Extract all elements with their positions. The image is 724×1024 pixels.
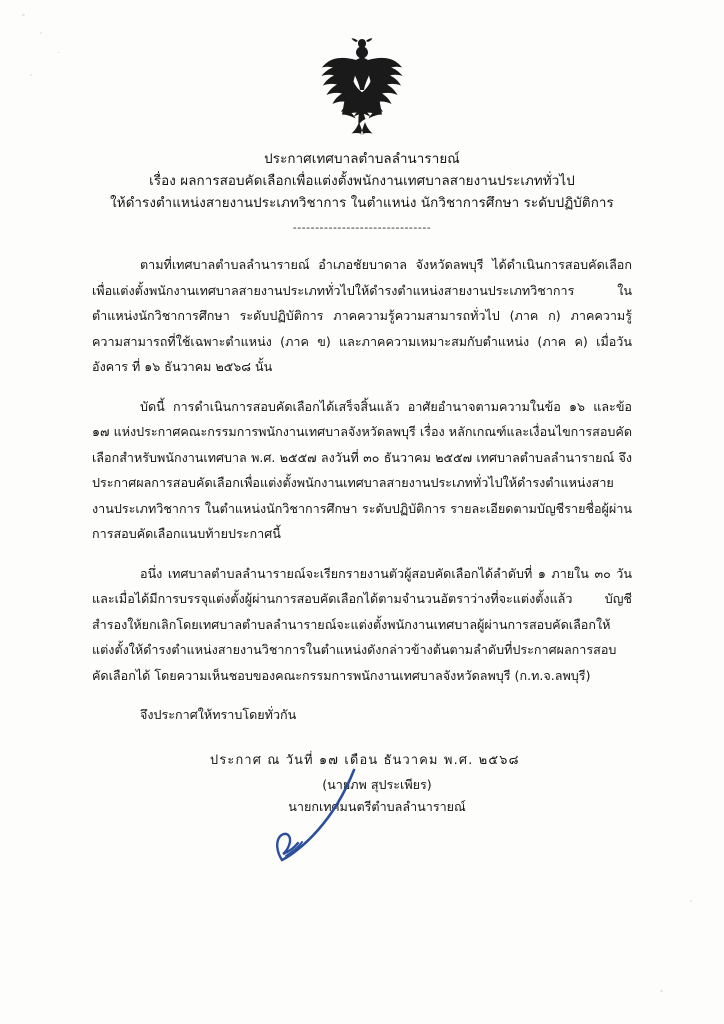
heading-line-3: ให้ดำรงตำแหน่งสายงานประเภทวิชาการ ในตำแหน่ง นักวิชาการศึกษา ระดับปฏิบัติการ bbox=[110, 196, 614, 211]
paragraph-1 bbox=[92, 252, 632, 380]
heading-divider: ------------------------------- bbox=[292, 221, 432, 234]
paragraph-2-text: บัดนี้ การดำเนินการสอบคัดเลือกได้เสร็จสิ้นแล้ว อาศัยอำนาจตามความในข้อ ๑๖ และข้อ ๑๗ แห่งประกาศคณะกรรมการพนักงานเทศบาลจังหวัดลพบุรี เรื่อง หลักเกณฑ์และเงื่อนไขการสอบคัดเลือกสำหรับพนักงานเทศบาล พ.ศ. ๒๕๕๗ ลงวันที่ ๓๐ ธันวาคม ๒๕๕๗ เทศบาลตำบลลำนารายณ์ จึงประกาศผลการสอบคัดเลือกเพื่อแต่งตั้งพนักงานเทศบาลสายงานประเภททั่วไปให้ดำรงตำแหน่งสายงานประเภทวิชาการ ในตำแหน่งนักวิชาการศึกษา ระดับปฏิบัติการ รายละเอียดตามบัญชีรายชื่อผู้ผ่านการสอบคัดเลือกแนบท้ายประกาศนี้ bbox=[92, 398, 632, 541]
document-heading bbox=[0, 149, 724, 234]
paragraph-3 bbox=[92, 561, 632, 689]
document-paragraphs bbox=[92, 252, 632, 892]
paragraph-3-text: อนึ่ง เทศบาลตำบลลำนารายณ์จะเรียกรายงานตัวผู้สอบคัดเลือกได้ลำดับที่ ๑ ภายใน ๓๐ วัน และเมื่อได้มีการบรรจุแต่งตั้งผู้ผ่านการสอบคัดเลือกได้ตามจำนวนอัตราว่างที่จะแต่งตั้งแล้ว บัญชีสำรองให้ยกเลิกโดยเทศบาลตำบลลำนารายณ์จะแต่งตั้งพนักงานเทศบาลผู้ผ่านการสอบคัดเลือกให้แต่งตั้งให้ดำรงตำแหน่งสายงานวิชาการในตำแหน่งดังกล่าวข้างต้นตามลำดับที่ประกาศผลการสอบคัดเลือกได้ โดยความเห็นชอบของคณะกรรมการพนักงานเทศบาลจังหวัดลพบุรี (ก.ท.จ.ลพบุรี) bbox=[92, 565, 632, 683]
paper-speckle bbox=[660, 990, 663, 992]
dateline: ประกาศ ณ วันที่ ๑๗ เดือน ธันวาคม พ.ศ. ๒๕๖๘ bbox=[210, 753, 520, 768]
heading-line-1: ประกาศเทศบาลตำบลลำนารายณ์ bbox=[264, 152, 460, 167]
handwritten-signature-icon bbox=[242, 768, 392, 878]
signature-area bbox=[92, 774, 632, 892]
signer-title: นายกเทศมนตรีตำบลลำนารายณ์ bbox=[288, 799, 466, 814]
paragraph-1-text: ตามที่เทศบาลตำบลลำนารายณ์ อำเภอชัยบาดาล จังหวัดลพบุรี ได้ดำเนินการสอบคัดเลือกเพื่อแต่งตั้งพนักงานเทศบาลสายงานประเภททั่วไปให้ดำรงตำแหน่งสายงานประเภทวิชาการ ในตำแหน่งนักวิชาการศึกษา ระดับปฏิบัติการ ภาคความรู้ความสามารถทั่วไป (ภาค ก) ภาคความรู้ความสามารถที่ใช้เฉพาะตำแหน่ง (ภาค ข) และภาคความเหมาะสมกับตำแหน่ง (ภาค ค) เมื่อวันอังคาร ที่ ๑๖ ธันวาคม ๒๕๖๘ นั้น bbox=[92, 257, 632, 374]
garuda-emblem bbox=[302, 36, 422, 141]
closing-text: จึงประกาศให้ทราบโดยทั่วกัน bbox=[140, 707, 297, 722]
signer-name: (นายภพ สุประเพียร) bbox=[322, 777, 432, 792]
heading-line-2: เรื่อง ผลการสอบคัดเลือกเพื่อแต่งตั้งพนักงานเทศบาลสายงานประเภททั่วไป bbox=[149, 174, 575, 189]
paper-speckle bbox=[690, 900, 692, 902]
closing-line bbox=[92, 702, 632, 727]
paragraph-2 bbox=[92, 394, 632, 547]
